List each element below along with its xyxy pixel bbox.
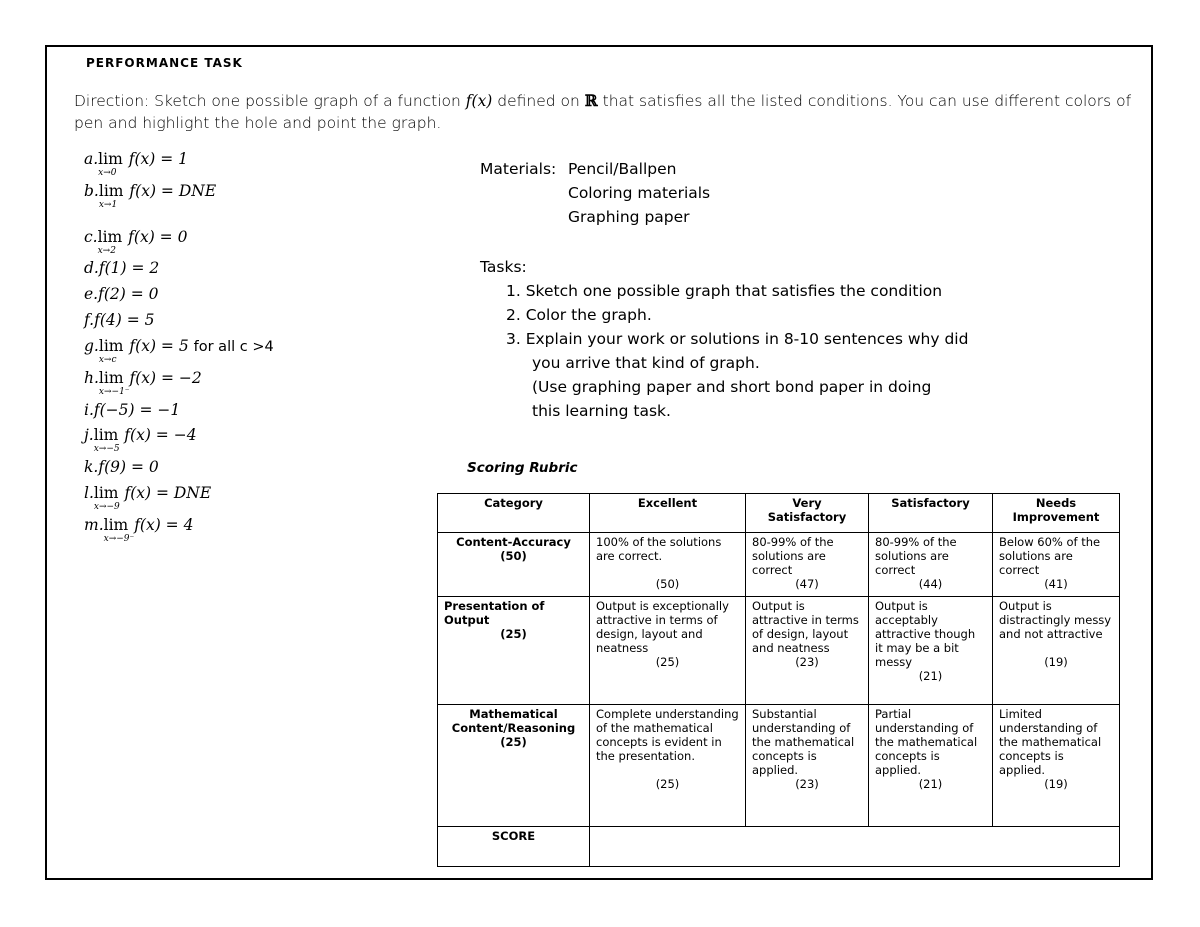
condition-h xyxy=(84,369,202,397)
condition-letter: m. xyxy=(84,516,104,534)
cell-points: (47) xyxy=(795,577,819,591)
direction-middle: defined on xyxy=(492,92,585,110)
condition-expression: f(x) = 1 xyxy=(128,150,189,168)
condition-expression: f(x) = −4 xyxy=(124,426,197,444)
materials-item: Pencil/Ballpen xyxy=(568,160,677,178)
condition-expression: f(x) = 5 xyxy=(129,337,189,355)
condition-expression: f(x) = DNE xyxy=(124,484,212,502)
condition-letter: g. xyxy=(84,337,99,355)
condition-letter: f. xyxy=(84,311,95,329)
cell-description: 80-99% of the solutions are correct xyxy=(875,535,957,577)
limit-subscript: x→c xyxy=(98,355,117,365)
cell-points: (23) xyxy=(795,655,819,669)
cell-points: (23) xyxy=(795,777,819,791)
condition-d xyxy=(84,259,159,277)
limit-symbol: lim xyxy=(98,369,124,387)
condition-i xyxy=(84,401,180,419)
condition-expression: f(−5) = −1 xyxy=(93,401,181,419)
limit-symbol: lim xyxy=(98,150,123,168)
condition-expression: f(x) = 4 xyxy=(134,516,194,534)
condition-expression: f(x) = −2 xyxy=(129,369,202,387)
category-points: (25) xyxy=(500,735,527,749)
limit-subscript: x→−9⁻ xyxy=(103,534,135,544)
task-item: 1. Sketch one possible graph that satisfies the condition xyxy=(506,282,943,300)
rubric-cell xyxy=(590,533,746,597)
cell-description: Output is acceptably attractive though it may be a bit messy xyxy=(875,599,976,669)
condition-letter: c. xyxy=(84,228,98,246)
condition-letter: d. xyxy=(84,259,99,277)
limit-symbol: lim xyxy=(98,337,124,355)
condition-expression: f(2) = 0 xyxy=(98,285,159,303)
direction-before: Direction: Sketch one possible graph of a function xyxy=(74,92,466,110)
limit-subscript: x→−5 xyxy=(93,444,120,454)
rubric-cell xyxy=(746,705,869,827)
table-row xyxy=(438,533,1120,597)
cell-description: Output is attractive in terms of design, layout and neatness xyxy=(752,599,859,655)
condition-letter: h. xyxy=(84,369,99,387)
limit-symbol: lim xyxy=(103,516,129,534)
category-name: Content-Accuracy xyxy=(456,535,571,549)
condition-letter: b. xyxy=(84,182,99,200)
cell-points: (25) xyxy=(655,655,680,669)
table-row xyxy=(438,597,1120,705)
condition-e xyxy=(84,285,159,303)
condition-m xyxy=(84,516,194,544)
limit-subscript: x→1 xyxy=(98,200,118,210)
materials-label: Materials: xyxy=(480,160,557,178)
cell-description: Partial understanding of the mathematical concepts is applied. xyxy=(875,707,978,777)
scoring-rubric-table xyxy=(437,493,1120,867)
cell-description: 100% of the solutions are correct. xyxy=(596,535,722,563)
rubric-title: Scoring Rubric xyxy=(467,460,578,476)
score-field[interactable] xyxy=(590,827,1120,867)
direction-after: that satisfies all the listed conditions. You can use different colors of pen and highlight the hole and point the graph. xyxy=(74,92,1132,132)
task-item-continuation: (Use graphing paper and short bond paper in doing xyxy=(532,378,932,396)
rubric-cell xyxy=(869,705,993,827)
task-item: 2. Color the graph. xyxy=(506,306,652,324)
rubric-cell xyxy=(993,705,1120,827)
condition-letter: a. xyxy=(84,150,99,168)
category-cell xyxy=(438,533,590,597)
category-points: (50) xyxy=(500,549,527,563)
cell-points: (21) xyxy=(918,669,943,683)
cell-description: Output is exceptionally attractive in terms of design, layout and neatness xyxy=(596,599,729,655)
condition-letter: k. xyxy=(84,458,99,476)
condition-note: for all c >4 xyxy=(193,339,274,355)
condition-j xyxy=(84,426,197,454)
condition-expression: f(4) = 5 xyxy=(94,311,155,329)
condition-expression: f(x) = 0 xyxy=(128,228,188,246)
limit-symbol: lim xyxy=(93,426,119,444)
direction-domain: ℝ xyxy=(584,91,598,110)
category-cell xyxy=(438,597,590,705)
cell-points: (21) xyxy=(918,777,943,791)
cell-description: Complete understanding of the mathematical concepts is evident in the presentation. xyxy=(596,707,739,763)
category-name: Mathematical Content/Reasoning xyxy=(451,707,576,735)
limit-symbol: lim xyxy=(98,182,124,200)
cell-points: (41) xyxy=(1044,577,1068,591)
rubric-cell xyxy=(993,533,1120,597)
cell-points: (19) xyxy=(1044,655,1068,669)
cell-description: Limited understanding of the mathematical concepts is applied. xyxy=(999,707,1102,777)
cell-points: (25) xyxy=(655,777,680,791)
limit-symbol: lim xyxy=(93,484,119,502)
direction-function: f(x) xyxy=(465,92,493,110)
condition-letter: j. xyxy=(84,426,94,444)
rubric-cell xyxy=(746,597,869,705)
condition-expression: f(x) = DNE xyxy=(129,182,217,200)
category-name: Presentation of Output xyxy=(444,599,545,627)
condition-letter: e. xyxy=(84,285,99,303)
task-item-continuation: you arrive that kind of graph. xyxy=(532,354,760,372)
score-row xyxy=(438,827,1120,867)
tasks-label: Tasks: xyxy=(480,258,527,276)
materials-item: Coloring materials xyxy=(568,184,711,202)
rubric-cell xyxy=(869,597,993,705)
materials-item: Graphing paper xyxy=(568,208,690,226)
rubric-cell xyxy=(590,597,746,705)
task-item: 3. Explain your work or solutions in 8-10 sentences why did xyxy=(506,330,969,348)
direction-text xyxy=(74,90,1134,134)
header-satisfactory: Satisfactory xyxy=(869,494,993,533)
limit-subscript: x→−1⁻ xyxy=(98,387,130,397)
task-item-continuation: this learning task. xyxy=(532,402,671,420)
condition-b xyxy=(84,182,217,210)
condition-k xyxy=(84,458,159,476)
rubric-cell xyxy=(869,533,993,597)
cell-description: 80-99% of the solutions are correct xyxy=(752,535,834,577)
table-row xyxy=(438,705,1120,827)
header-excellent: Excellent xyxy=(590,494,746,533)
score-label: SCORE xyxy=(438,827,590,867)
header-category: Category xyxy=(438,494,590,533)
rubric-cell xyxy=(746,533,869,597)
header-very-satisfactory: Very Satisfactory xyxy=(746,494,869,533)
condition-letter: l. xyxy=(84,484,94,502)
rubric-cell xyxy=(590,705,746,827)
condition-g xyxy=(84,337,274,365)
category-points: (25) xyxy=(500,627,527,641)
page-title: PERFORMANCE TASK xyxy=(86,56,243,70)
rubric-cell xyxy=(993,597,1120,705)
limit-subscript: x→0 xyxy=(98,168,117,178)
cell-description: Substantial understanding of the mathematical concepts is applied. xyxy=(752,707,855,777)
header-needs-improvement: Needs Improvement xyxy=(993,494,1120,533)
condition-l xyxy=(84,484,212,512)
condition-letter: i. xyxy=(84,401,94,419)
cell-points: (19) xyxy=(1044,777,1068,791)
condition-a xyxy=(84,150,189,178)
cell-points: (44) xyxy=(918,577,943,591)
condition-expression: f(1) = 2 xyxy=(98,259,160,277)
limit-symbol: lim xyxy=(97,228,123,246)
cell-description: Output is distractingly messy and not attractive xyxy=(999,599,1112,641)
condition-expression: f(9) = 0 xyxy=(98,458,159,476)
cell-description: Below 60% of the solutions are correct xyxy=(999,535,1101,577)
condition-c xyxy=(84,228,188,256)
table-header-row xyxy=(438,494,1120,533)
limit-subscript: x→2 xyxy=(97,246,116,256)
category-cell xyxy=(438,705,590,827)
limit-subscript: x→−9 xyxy=(93,502,120,512)
cell-points: (50) xyxy=(655,577,680,591)
condition-f xyxy=(84,311,155,329)
